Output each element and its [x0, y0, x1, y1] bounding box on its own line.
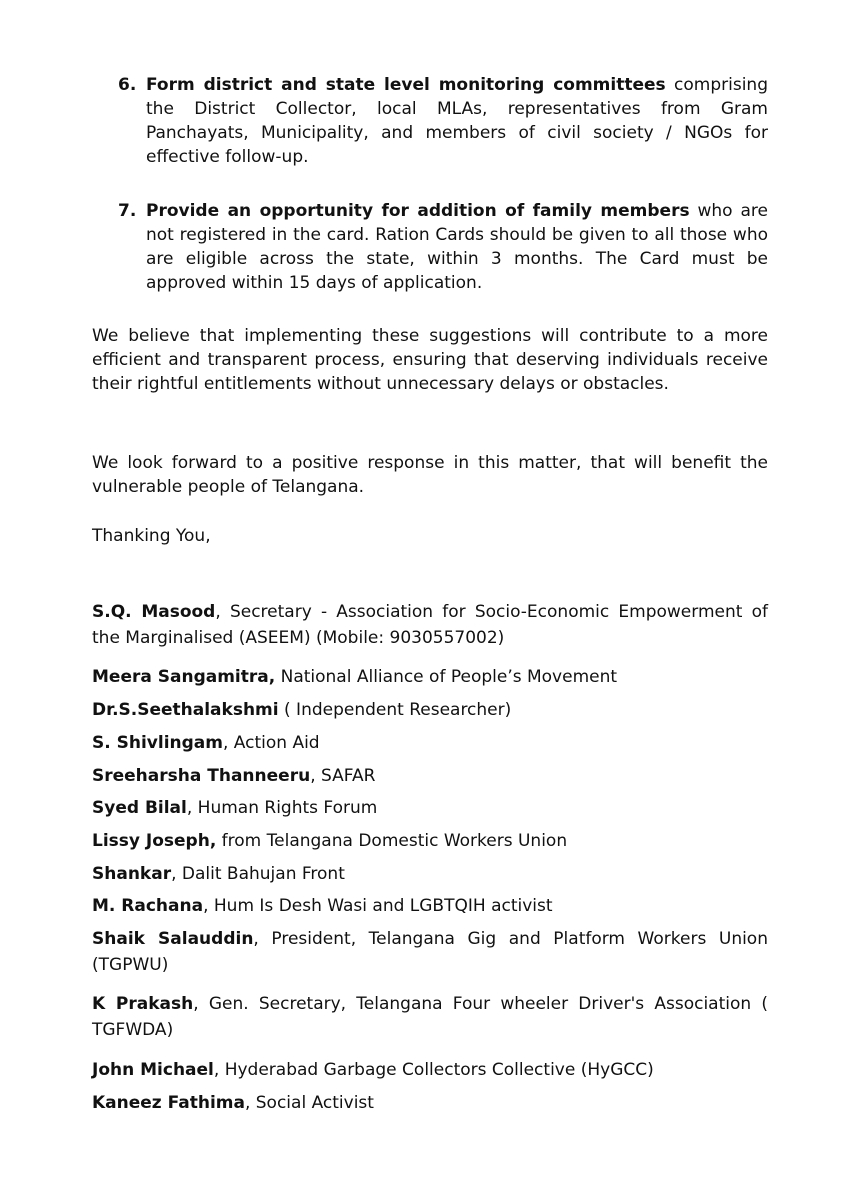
signatory-name: John Michael [92, 1060, 214, 1080]
item-body [146, 199, 768, 295]
signatory-detail: , SAFAR [310, 766, 376, 786]
signatory [92, 599, 768, 651]
signatory-name: Kaneez Fathima [92, 1093, 245, 1113]
closing-thanks: Thanking You, [92, 526, 211, 546]
signatory [92, 664, 768, 690]
signatory-detail: , Hum Is Desh Wasi and LGBTQIH activist [203, 896, 553, 916]
signatory-name: K Prakash [92, 994, 194, 1014]
signatory [92, 893, 768, 919]
signatory-name: Dr.S.Seethalakshmi [92, 700, 279, 720]
signatory [92, 828, 768, 854]
signatory [92, 991, 768, 1043]
signatory-detail: ( Independent Researcher) [278, 700, 512, 720]
suggestion-item-7 [118, 199, 768, 295]
signatory-detail: , Secretary - Association for Socio-Economic Empowerment of the Marginalised (ASEEM) (Mobile: 9030557002) [92, 602, 768, 648]
item-text: who are not registered in the card. Ration Cards should be given to all those who are eligible across the state, within 3 months. The Card must be approved within 15 days of application. [146, 201, 768, 293]
signatory-name: M. Rachana [92, 896, 204, 916]
signatory-detail: , Social Activist [244, 1093, 374, 1113]
signatory-name: Syed Bilal [92, 798, 187, 818]
signatory-name: Shaik Salauddin [92, 929, 254, 949]
item-number: 7. [118, 201, 137, 221]
signatory-detail: , Hyderabad Garbage Collectors Collective (HyGCC) [213, 1060, 654, 1080]
item-body [146, 73, 768, 169]
item-lead: Provide an opportunity for addition of family members [146, 201, 690, 221]
signatory-name: Shankar [92, 864, 172, 884]
signatory-detail: , Dalit Bahujan Front [171, 864, 345, 884]
signatory-name: S. Shivlingam [92, 733, 223, 753]
item-lead: Form district and state level monitoring committees [146, 75, 666, 95]
signatory-name: Meera Sangamitra, [92, 667, 276, 687]
signatory [92, 730, 768, 756]
signatory [92, 926, 768, 978]
signatory-name: S.Q. Masood [92, 602, 216, 622]
signatory [92, 697, 768, 723]
signatory [92, 1057, 768, 1083]
signatory-detail: National Alliance of People’s Movement [275, 667, 618, 687]
signatory-detail: from Telangana Domestic Workers Union [216, 831, 568, 851]
signatory [92, 1090, 768, 1116]
suggestion-item-6 [118, 73, 768, 169]
paragraph-response: We look forward to a positive response in this matter, that will benefit the vulnerable people of Telangana. [92, 453, 768, 497]
paragraph-belief: We believe that implementing these suggestions will contribute to a more efficient and transparent process, ensuring that deserving individuals receive their rightful entitlements without unnecessary delays or obstacles. [92, 326, 768, 394]
signatory-detail: , Action Aid [223, 733, 320, 753]
signatory [92, 795, 768, 821]
item-number: 6. [118, 75, 137, 95]
signatory [92, 763, 768, 789]
signatory-name: Lissy Joseph, [92, 831, 217, 851]
signatory-detail: , Human Rights Forum [186, 798, 378, 818]
signatory [92, 861, 768, 887]
item-text: comprising the District Collector, local MLAs, representatives from Gram Panchayats, Municipality, and members of civil society / NGOs for effective follow-up. [146, 75, 768, 167]
signatory-detail: , Gen. Secretary, Telangana Four wheeler Driver's Association ( TGFWDA) [92, 994, 769, 1040]
signatory-detail: , President, Telangana Gig and Platform Workers Union (TGPWU) [92, 929, 768, 975]
signatory-name: Sreeharsha Thanneeru [92, 766, 311, 786]
